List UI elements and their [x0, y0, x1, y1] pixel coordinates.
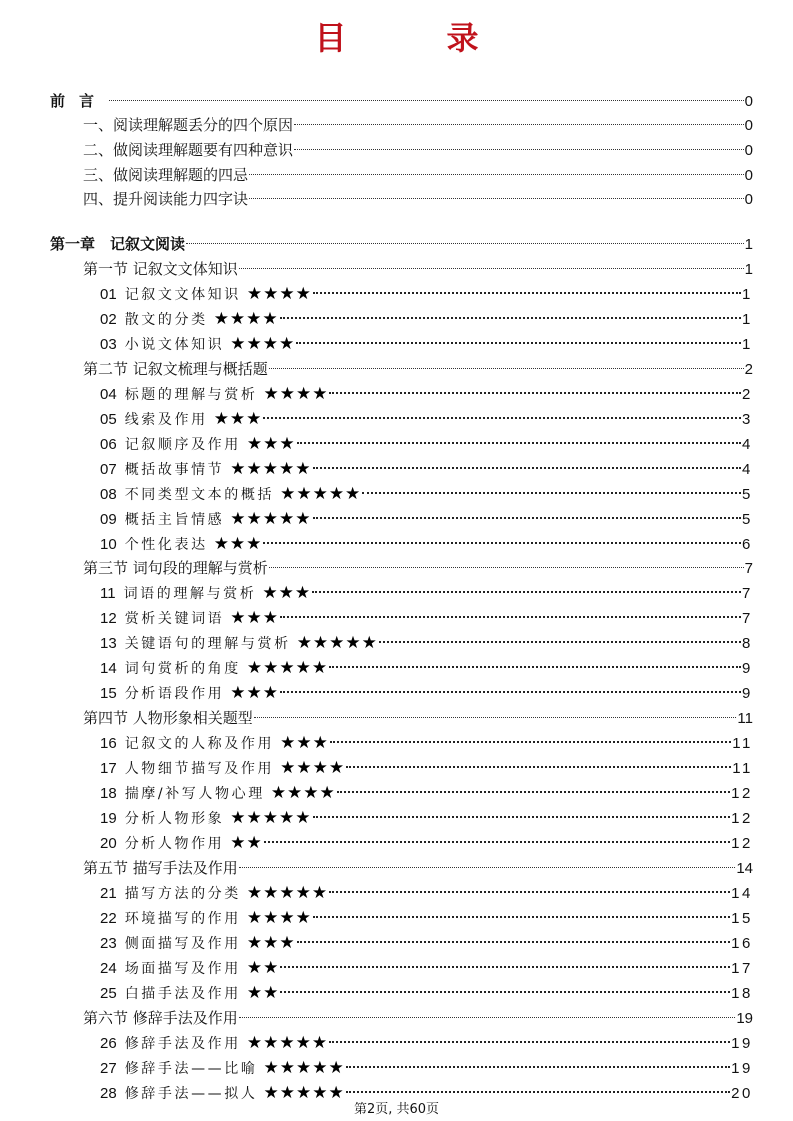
dot-leader	[313, 502, 742, 524]
toc-page-number: 11	[732, 735, 753, 752]
toc-page-number: 17	[731, 960, 753, 977]
toc-entry-topic[interactable]	[100, 876, 753, 903]
star-rating-icon: ★★	[230, 833, 263, 853]
toc-entry-topic[interactable]	[100, 626, 753, 653]
toc-page-number: 12	[731, 810, 753, 827]
toc-page-number: 2	[744, 361, 753, 378]
dot-leader	[362, 477, 741, 499]
toc-entry-topic[interactable]	[100, 576, 753, 603]
star-rating-icon: ★★★	[262, 583, 312, 603]
toc-page-number: 2	[742, 386, 753, 403]
toc-entry-topic[interactable]	[100, 776, 753, 803]
toc-entry-topic[interactable]	[100, 302, 753, 329]
topic-number: 20	[100, 835, 117, 852]
toc-page-number: 1	[744, 261, 753, 278]
toc-page-number: 7	[742, 585, 753, 602]
star-rating-icon: ★★★★	[263, 384, 329, 404]
toc-entry-label: 小说文体知识	[124, 337, 225, 353]
star-rating-icon: ★★★★★	[246, 883, 329, 903]
toc-entry-topic[interactable]	[100, 951, 753, 978]
star-rating-icon: ★★★★	[280, 758, 346, 778]
topic-number: 16	[100, 735, 117, 752]
topic-number: 02	[100, 311, 117, 328]
toc-page-number: 7	[742, 610, 753, 627]
toc-entry[interactable]	[83, 158, 753, 184]
topic-number: 15	[100, 685, 117, 702]
toc-page-number: 0	[744, 117, 753, 134]
toc-entry-label: 第五节 描写手法及作用	[83, 859, 238, 877]
dot-leader	[280, 601, 741, 623]
topic-number: 05	[100, 411, 117, 428]
toc-entry-label: 第四节 人物形象相关题型	[83, 709, 253, 727]
dot-leader	[313, 452, 742, 474]
topic-number: 09	[100, 511, 117, 528]
toc-entry[interactable]	[83, 108, 753, 134]
topic-number: 27	[100, 1060, 117, 1077]
toc-page-number: 14	[731, 885, 753, 902]
toc-entry-label: 描写方法的分类	[124, 886, 241, 902]
toc-entry-label: 概括故事情节	[124, 462, 225, 478]
toc-entry[interactable]	[83, 182, 753, 208]
toc-entry-topic[interactable]	[100, 901, 753, 928]
toc-entry-topic[interactable]	[100, 452, 753, 479]
toc-page-number: 4	[742, 436, 753, 453]
star-rating-icon: ★★★	[230, 683, 280, 703]
page-title: 目 录	[314, 19, 513, 57]
star-rating-icon: ★★★★	[246, 908, 312, 928]
toc-entry-label: 记叙文文体知识	[124, 287, 241, 303]
star-rating-icon: ★★★	[213, 534, 263, 554]
dot-leader	[313, 901, 730, 923]
dot-leader	[269, 352, 744, 374]
toc-entry-label: 场面描写及作用	[124, 961, 241, 977]
toc-entry-chapter[interactable]	[50, 227, 753, 253]
toc-entry-label: 分析人物形象	[124, 811, 225, 827]
star-rating-icon: ★★★★	[270, 783, 336, 803]
dot-leader	[280, 976, 730, 998]
dot-leader	[297, 427, 741, 449]
toc-page-number: 1	[742, 311, 753, 328]
toc-page-number: 4	[742, 461, 753, 478]
dot-leader	[294, 133, 744, 155]
toc-entry-label: 揣摩/补写人物心理	[124, 786, 265, 802]
topic-number: 22	[100, 910, 117, 927]
dot-leader	[263, 527, 741, 549]
topic-number: 07	[100, 461, 117, 478]
toc-entry-label: 二、做阅读理解题要有四种意识	[83, 141, 294, 159]
toc-entry-label: 侧面描写及作用	[124, 936, 241, 952]
toc-entry-label: 标题的理解与赏析	[124, 387, 258, 403]
dot-leader	[239, 851, 736, 873]
toc-page-number: 0	[744, 93, 753, 110]
dot-leader	[346, 1051, 730, 1073]
topic-number: 26	[100, 1035, 117, 1052]
star-rating-icon: ★★★★★	[230, 459, 312, 479]
toc-page-number: 12	[731, 835, 753, 852]
toc-page-number: 5	[742, 486, 753, 503]
star-rating-icon: ★★★	[213, 409, 263, 429]
toc-entry-topic[interactable]	[100, 651, 753, 678]
toc-entry-label: 第一章 记叙文阅读	[50, 235, 186, 253]
toc-page-number: 1	[744, 236, 753, 253]
toc-entry-label: 前言	[50, 92, 109, 110]
dot-leader	[313, 801, 731, 823]
toc-entry-topic[interactable]	[100, 527, 753, 554]
topic-number: 01	[100, 286, 117, 303]
dot-leader	[313, 277, 741, 299]
toc-page-number: 3	[742, 411, 753, 428]
topic-number: 11	[100, 585, 116, 602]
dot-leader	[329, 377, 741, 399]
star-rating-icon: ★★	[246, 983, 280, 1003]
dot-leader	[239, 1001, 736, 1023]
toc-entry-section[interactable]	[83, 551, 753, 577]
toc-entry-topic[interactable]	[100, 601, 753, 628]
toc-entry-topic[interactable]	[100, 427, 753, 454]
dot-leader	[280, 951, 730, 973]
toc-entry-label: 词句赏析的角度	[124, 661, 241, 677]
topic-number: 14	[100, 660, 117, 677]
dot-leader	[269, 551, 744, 573]
toc-page-number: 19	[736, 1010, 753, 1027]
dot-leader	[329, 651, 741, 673]
dot-leader	[263, 402, 741, 424]
star-rating-icon: ★★★	[246, 434, 296, 454]
toc-entry-section[interactable]	[83, 252, 753, 278]
star-rating-icon: ★★★★★	[230, 509, 312, 529]
toc-entry-label: 四、提升阅读能力四字诀	[83, 190, 249, 208]
star-rating-icon: ★★★★★	[230, 808, 312, 828]
toc-entry-label: 修辞手法及作用	[124, 1036, 241, 1052]
toc-entry-section[interactable]	[83, 701, 753, 727]
toc-entry-topic[interactable]	[100, 477, 753, 504]
dot-leader	[249, 182, 744, 204]
toc-entry-topic[interactable]	[100, 1076, 753, 1103]
toc-entry-section[interactable]	[83, 1001, 753, 1027]
toc-page-number: 1	[742, 336, 753, 353]
toc-page-number: 6	[742, 536, 753, 553]
toc-entry-label: 第二节 记叙文梳理与概括题	[83, 360, 268, 378]
toc-page-number: 19	[731, 1035, 753, 1052]
page-footer: 第2页, 共60页	[353, 1102, 440, 1117]
toc-page-number: 9	[742, 685, 753, 702]
toc-entry-label: 第一节 记叙文文体知识	[83, 260, 238, 278]
toc-page-number: 15	[731, 910, 753, 927]
toc-entry-topic[interactable]	[100, 926, 753, 953]
dot-leader	[337, 776, 730, 798]
star-rating-icon: ★★★★	[230, 334, 296, 354]
topic-number: 06	[100, 436, 117, 453]
topic-number: 17	[100, 760, 117, 777]
toc-entry-label: 修辞手法——比喻	[124, 1061, 258, 1077]
dot-leader	[346, 751, 731, 773]
dot-leader	[254, 701, 737, 723]
toc-entry-label: 第三节 词句段的理解与赏析	[83, 559, 268, 577]
star-rating-icon: ★★★★★	[246, 658, 329, 678]
toc-entry-topic[interactable]	[100, 826, 753, 853]
toc-entry-topic[interactable]	[100, 1051, 753, 1078]
toc-entry-topic[interactable]	[100, 402, 753, 429]
toc-entry-label: 人物细节描写及作用	[124, 761, 275, 777]
toc-page-number: 16	[731, 935, 753, 952]
topic-number: 23	[100, 935, 117, 952]
toc-entry-label: 修辞手法——拟人	[124, 1086, 258, 1102]
topic-number: 03	[100, 336, 117, 353]
dot-leader	[329, 876, 730, 898]
toc-page-number: 12	[731, 785, 753, 802]
toc-entry-label: 一、阅读理解题丢分的四个原因	[83, 116, 294, 134]
topic-number: 28	[100, 1085, 117, 1102]
toc-entry-label: 词语的理解与赏析	[123, 586, 257, 602]
dot-leader	[264, 826, 730, 848]
toc-entry-section[interactable]	[83, 851, 753, 877]
dot-leader	[109, 84, 744, 106]
toc-entry-topic[interactable]	[100, 726, 753, 753]
dot-leader	[294, 108, 744, 130]
toc-page-number: 20	[731, 1085, 753, 1102]
toc-entry-topic[interactable]	[100, 976, 753, 1003]
toc-entry-topic[interactable]	[100, 277, 753, 304]
toc-entry-label: 三、做阅读理解题的四忌	[83, 166, 249, 184]
toc-entry-section[interactable]	[83, 352, 753, 378]
dot-leader	[346, 1076, 730, 1098]
toc-entry-topic[interactable]	[100, 751, 753, 778]
star-rating-icon: ★★★★★	[263, 1083, 345, 1103]
toc-entry-label: 白描手法及作用	[124, 986, 241, 1002]
topic-number: 19	[100, 810, 117, 827]
topic-number: 12	[100, 610, 117, 627]
topic-number: 25	[100, 985, 117, 1002]
star-rating-icon: ★★★	[246, 933, 296, 953]
toc-entry-label: 不同类型文本的概括	[124, 487, 275, 503]
toc-entry-label: 分析语段作用	[124, 686, 225, 702]
toc-entry[interactable]	[83, 133, 753, 159]
toc-page-number: 1	[742, 286, 753, 303]
star-rating-icon: ★★★	[280, 733, 329, 753]
toc-page-number: 5	[742, 511, 753, 528]
star-rating-icon: ★★★★★	[263, 1058, 345, 1078]
toc-entry-topic[interactable]	[100, 377, 753, 404]
toc-page-number: 11	[737, 710, 753, 727]
toc-entry-label: 散文的分类	[124, 312, 208, 328]
toc-page-number: 18	[731, 985, 753, 1002]
topic-number: 18	[100, 785, 117, 802]
dot-leader	[239, 252, 744, 274]
toc-entry-topic[interactable]	[100, 1026, 753, 1053]
dot-leader	[186, 227, 744, 249]
star-rating-icon: ★★★★★	[296, 633, 378, 653]
topic-number: 13	[100, 635, 117, 652]
toc-page-number: 19	[731, 1060, 753, 1077]
star-rating-icon: ★★	[246, 958, 280, 978]
dot-leader	[329, 1026, 730, 1048]
toc-entry-label: 记叙顺序及作用	[124, 437, 241, 453]
star-rating-icon: ★★★	[230, 608, 280, 628]
toc-entry-label: 赏析关键词语	[124, 611, 225, 627]
toc-entry-label: 概括主旨情感	[124, 512, 225, 528]
dot-leader	[249, 158, 744, 180]
toc-entry-topic[interactable]	[100, 502, 753, 529]
toc-entry-label: 关键语句的理解与赏析	[124, 636, 291, 652]
dot-leader	[330, 726, 731, 748]
dot-leader	[280, 676, 741, 698]
star-rating-icon: ★★★★★	[280, 484, 362, 504]
topic-number: 10	[100, 536, 117, 553]
toc-page-number: 0	[744, 142, 753, 159]
star-rating-icon: ★★★★	[246, 284, 312, 304]
toc-page-number: 0	[744, 167, 753, 184]
toc-page-number: 9	[742, 660, 753, 677]
dot-leader	[379, 626, 741, 648]
toc-page-number: 0	[744, 191, 753, 208]
topic-number: 21	[100, 885, 117, 902]
dot-leader	[280, 302, 741, 324]
toc-entry-label: 线索及作用	[124, 412, 208, 428]
toc-page-number: 7	[744, 560, 753, 577]
toc-entry-label: 分析人物作用	[124, 836, 225, 852]
topic-number: 08	[100, 486, 117, 503]
toc-page-number: 11	[732, 760, 753, 777]
toc-page-number: 8	[742, 635, 753, 652]
toc-page-number: 14	[736, 860, 753, 877]
toc-entry-topic[interactable]	[100, 327, 753, 354]
toc-entry-label: 第六节 修辞手法及作用	[83, 1009, 238, 1027]
topic-number: 04	[100, 386, 117, 403]
toc-entry-topic[interactable]	[100, 801, 753, 828]
toc-entry-label: 环境描写的作用	[124, 911, 241, 927]
toc-entry-label: 个性化表达	[124, 537, 208, 553]
dot-leader	[312, 576, 741, 598]
star-rating-icon: ★★★★	[213, 309, 279, 329]
toc-entry-topic[interactable]	[100, 676, 753, 703]
dot-leader	[297, 926, 730, 948]
dot-leader	[296, 327, 741, 349]
star-rating-icon: ★★★★★	[246, 1033, 329, 1053]
toc-entry-preface[interactable]	[50, 84, 753, 110]
topic-number: 24	[100, 960, 117, 977]
toc-entry-label: 记叙文的人称及作用	[124, 736, 275, 752]
